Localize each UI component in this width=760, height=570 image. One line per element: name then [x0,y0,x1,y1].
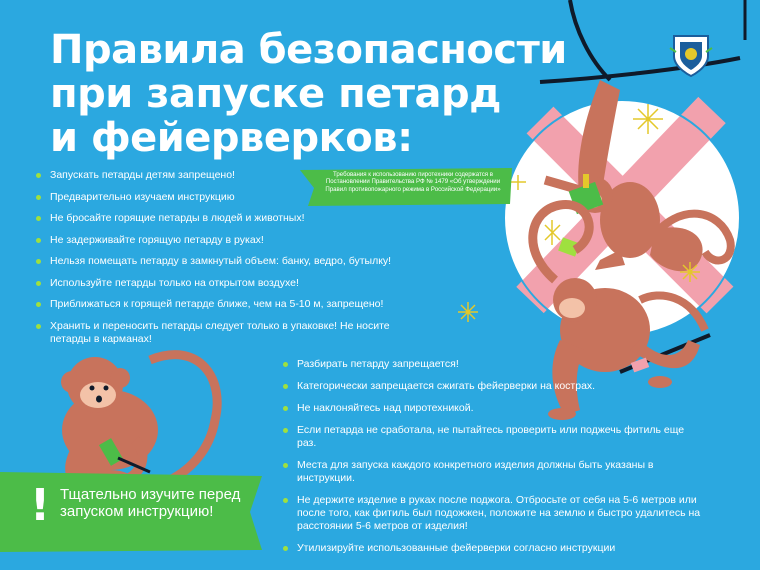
list-item: Не бросайте горящие петарды в людей и животных! [36,212,416,225]
list-item: Приближаться к горящей петарде ближе, чем на 5-10 м, запрещено! [36,298,416,311]
list-item: Места для запуска каждого конкретного изделия должны быть указаны в инструкции. [283,459,703,485]
coat-of-arms-icon [668,30,714,78]
requirements-note: Требования к использованию пиротехники содержатся в Постановлении Правительства РФ № 1479 «Об утверждении Правил противопожарного режима в Российской Федерации» [325,171,501,193]
exclamation-icon: ! [30,480,51,531]
list-item: Используйте петарды только на открытом воздухе! [36,277,416,290]
list-item: Предварительно изучаем инструкцию [36,191,416,204]
rope-line [570,0,610,80]
page-title: Правила безопасности при запуске петард и фейерверков: [50,27,567,161]
list-item: Хранить и переносить петарды следует только в упаковке! Не носите петарды в карманах! [36,320,416,346]
rules-list-bottom [283,358,703,564]
list-item: Категорически запрещается сжигать фейерверки на кострах. [283,380,703,393]
list-item: Запускать петарды детям запрещено! [36,169,416,182]
list-item: Не держите изделие в руках после поджога. Отбросьте от себя на 5-6 метров или после того, как фитиль был подожжен, положите на землю и быстро удалитесь на расстоянии 5-6 метров от изделия! [283,494,703,533]
warning-text: Тщательно изучите перед запуском инструкцию! [60,486,241,520]
list-item: Не наклоняйтесь над пиротехникой. [283,402,703,415]
list-item: Разбирать петарду запрещается! [283,358,703,371]
list-item: Если петарда не сработала, не пытайтесь проверить или поджечь фитиль еще раз. [283,424,703,450]
rules-list-top [36,169,416,354]
list-item: Не задерживайте горящую петарду в руках! [36,234,416,247]
list-item: Нельзя помещать петарду в замкнутый объем: банку, ведро, бутылку! [36,255,416,268]
list-item: Утилизируйте использованные фейерверки согласно инструкции [283,542,703,555]
